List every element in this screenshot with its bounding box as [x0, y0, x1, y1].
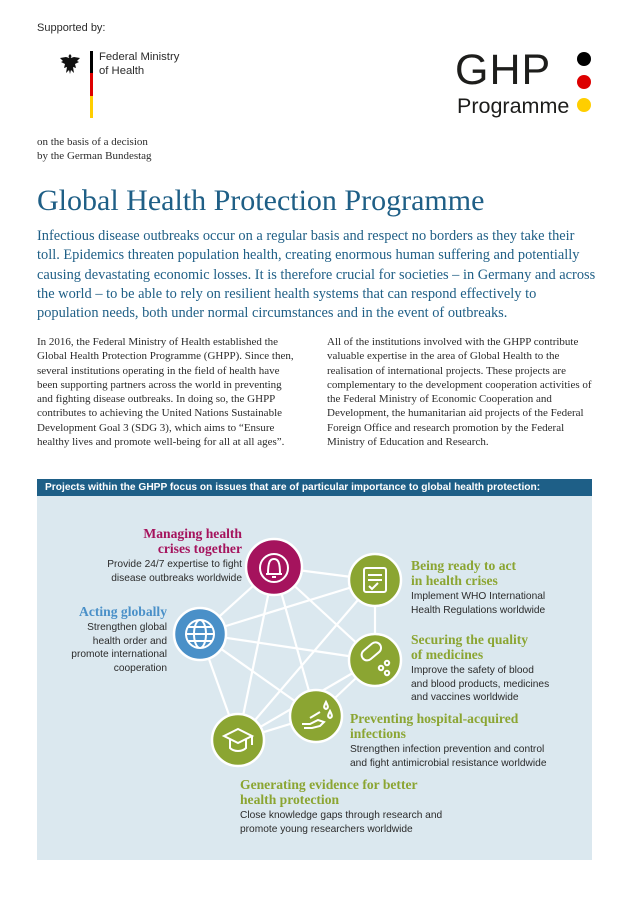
item-evidence-title-1: Generating evidence for better	[240, 777, 418, 792]
item-evidence	[240, 777, 470, 836]
supported-by-label: Supported by:	[37, 22, 106, 34]
body-column-right: All of the institutions involved with the GHPP contribute valuable expertise in the area of Global Health to the realisation of international projects. These projects are complementary to the development cooperation activities of the Federal Ministry of Economic Cooperation and Development, the humanitarian aid projects of the Federal Foreign Office and research promotion by the Federal Ministry of Education and Research.	[327, 336, 592, 449]
item-ready-desc-1: Implement WHO International	[411, 591, 546, 602]
item-global-desc-3: promote international	[71, 649, 167, 660]
crisis-node	[246, 539, 302, 595]
item-medicines	[411, 632, 586, 705]
item-ready	[411, 558, 586, 617]
item-medicines-title-1: Securing the quality	[411, 632, 529, 647]
item-crises-desc-2: disease outbreaks worldwide	[111, 572, 242, 584]
item-hospital-desc-2: and fight antimicrobial resistance worldwide	[350, 757, 547, 769]
page-title: Global Health Protection Programme	[37, 184, 485, 217]
hospital-node	[290, 690, 342, 742]
basis-line-1: on the basis of a decision	[37, 136, 148, 148]
basis-line-2: by the German Bundestag	[37, 150, 152, 162]
ministry-line-2: of Health	[99, 65, 145, 77]
item-global-desc-4: cooperation	[113, 662, 167, 674]
item-global-desc-2: health order and	[92, 635, 167, 647]
item-ready-desc-2: Health Regulations worldwide	[411, 604, 546, 616]
item-global-title: Acting globally	[79, 604, 167, 619]
item-hospital-desc-1: Strengthen infection prevention and control	[350, 744, 545, 755]
global-node	[174, 608, 226, 660]
item-evidence-desc-1: Close knowledge gaps through research and	[240, 810, 443, 821]
item-hospital-title-2: infections	[350, 726, 406, 741]
item-medicines-desc-2: and blood products, medicines	[411, 678, 550, 690]
item-medicines-desc-3: and vaccines worldwide	[411, 692, 519, 703]
item-crises	[100, 526, 242, 585]
programme-logo-text: Programme	[457, 94, 570, 118]
item-global	[60, 604, 167, 675]
item-evidence-desc-2: promote young researchers worldwide	[240, 823, 413, 835]
body-column-left: In 2016, the Federal Ministry of Health established the Global Health Protection Programme (GHPP). Since then, several institutions operating in the field of health have been supporting partners across the world in preventing and fighting disease outbreaks. In doing so, the GHPP contributes to achieving the United Nations Sustainable Development Goal 3 (SDG 3), which aims to “Ensure healthy lives and promote well-being for all at all ages”.	[37, 336, 294, 449]
item-ready-title-1: Being ready to act	[411, 558, 517, 573]
item-hospital	[350, 711, 588, 770]
intro-paragraph: Infectious disease outbreaks occur on a regular basis and respect no borders as they take their toll. Epidemics threaten population health, creating enormous human suffering and potentially causing devastating economic losses. It is therefore crucial for societies – in Germany and across the world – to be able to rely on resilient health systems that can respond effectively to population needs, both under normal circumstances and in the event of outbreaks.	[37, 228, 596, 322]
medicines-node	[349, 634, 401, 686]
ready-node	[349, 554, 401, 606]
item-evidence-title-2: health protection	[240, 792, 340, 807]
item-crises-title-2: crises together	[157, 541, 242, 556]
evidence-node	[212, 714, 264, 766]
item-crises-desc-1: Provide 24/7 expertise to fight	[107, 559, 242, 570]
item-ready-title-2: in health crises	[411, 573, 498, 588]
focus-areas-header: Projects within the GHPP focus on issues that are of particular importance to global health protection:	[37, 479, 592, 496]
item-medicines-title-2: of medicines	[411, 647, 484, 662]
item-medicines-desc-1: Improve the safety of blood	[411, 665, 534, 676]
item-global-desc-1: Strengthen global	[87, 622, 167, 633]
item-crises-title-1: Managing health	[143, 526, 242, 541]
item-hospital-title-1: Preventing hospital-acquired	[350, 711, 519, 726]
ministry-line-1: Federal Ministry	[99, 51, 180, 63]
ghp-logo-text: GHP	[455, 46, 552, 94]
